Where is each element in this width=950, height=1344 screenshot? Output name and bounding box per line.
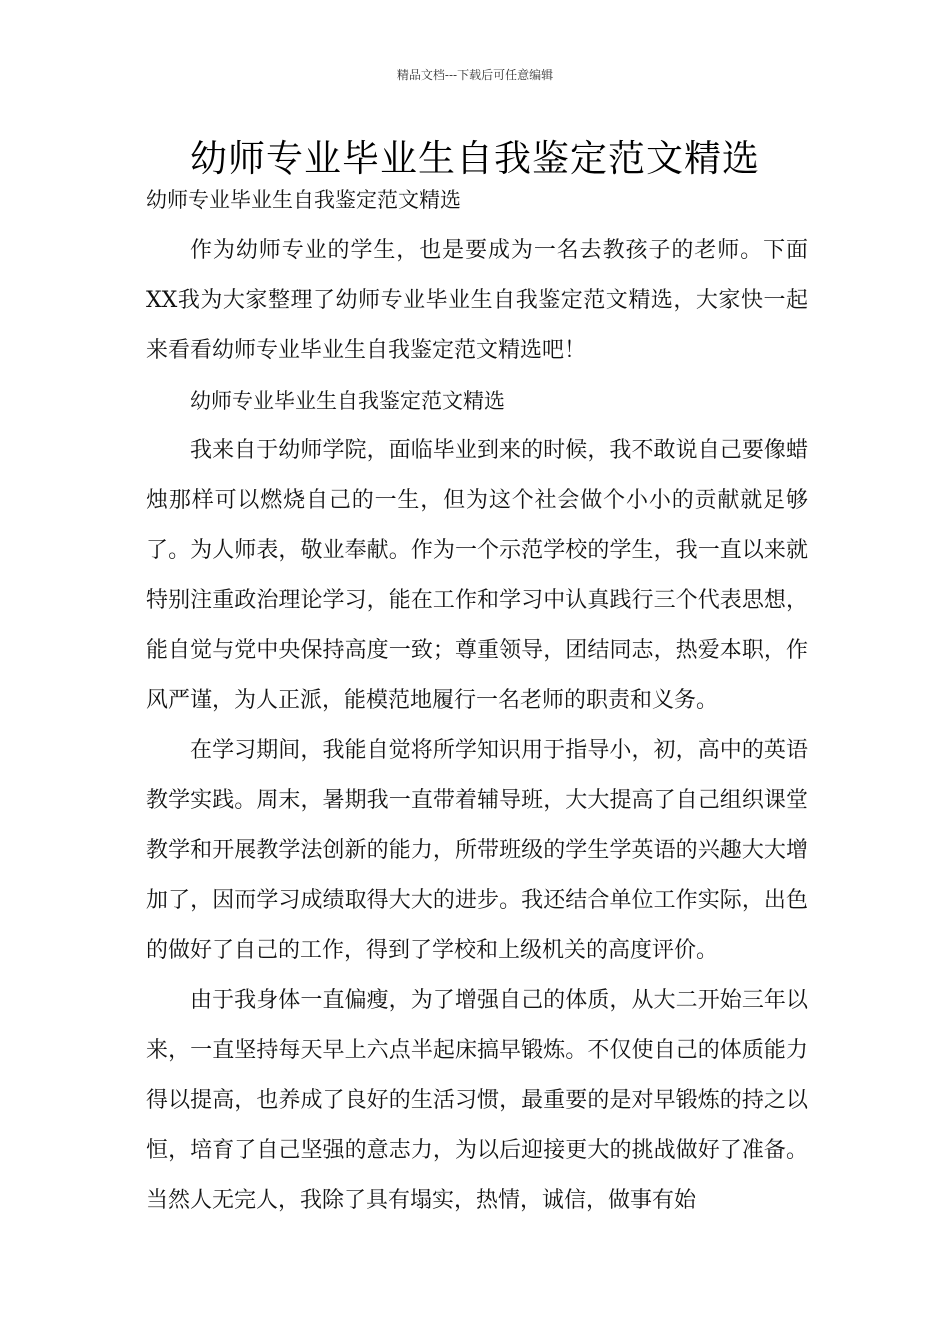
header-note: 精品文档---下载后可任意编辑 xyxy=(396,68,554,82)
document-title: 幼师专业毕业生自我鉴定范文精选 xyxy=(190,137,760,180)
paragraph: 我来自于幼师学院，面临毕业到来的时候，我不敢说自己要像蜡烛那样可以燃烧自己的一生，但为这个社会做个小小的贡献就足够了。为人师表，敬业奉献。作为一个示范学校的学生，我一直以来就特别注重政治理论学习，能在工作和学习中认真践行三个代表思想，能自觉与党中央保持高度一致；尊重领导，团结同志，热爱本职，作风严谨，为人正派，能模范地履行一名老师的职责和义务。 xyxy=(146,438,808,713)
document-body xyxy=(146,226,808,1226)
paragraph: 在学习期间，我能自觉将所学知识用于指导小，初，高中的英语教学实践。周末，暑期我一直带着辅导班，大大提高了自己组织课堂教学和开展教学法创新的能力，所带班级的学生学英语的兴趣大大增加了，因而学习成绩取得大大的进步。我还结合单位工作实际，出色的做好了自己的工作，得到了学校和上级机关的高度评价。 xyxy=(146,738,808,963)
paragraph: 由于我身体一直偏瘦，为了增强自己的体质，从大二开始三年以来，一直坚持每天早上六点半起床搞早锻炼。不仅使自己的体质能力得以提高，也养成了良好的生活习惯，最重要的是对早锻炼的持之以恒，培育了自己坚强的意志力，为以后迎接更大的挑战做好了准备。当然人无完人，我除了具有塌实，热情，诚信，做事有始 xyxy=(146,988,808,1213)
section-heading: 幼师专业毕业生自我鉴定范文精选 xyxy=(190,389,505,413)
paragraph-intro: 作为幼师专业的学生，也是要成为一名去教孩子的老师。下面XX我为大家整理了幼师专业毕业生自我鉴定范文精选，大家快一起来看看幼师专业毕业生自我鉴定范文精选吧！ xyxy=(146,238,808,363)
document-subtitle: 幼师专业毕业生自我鉴定范文精选 xyxy=(146,188,461,212)
